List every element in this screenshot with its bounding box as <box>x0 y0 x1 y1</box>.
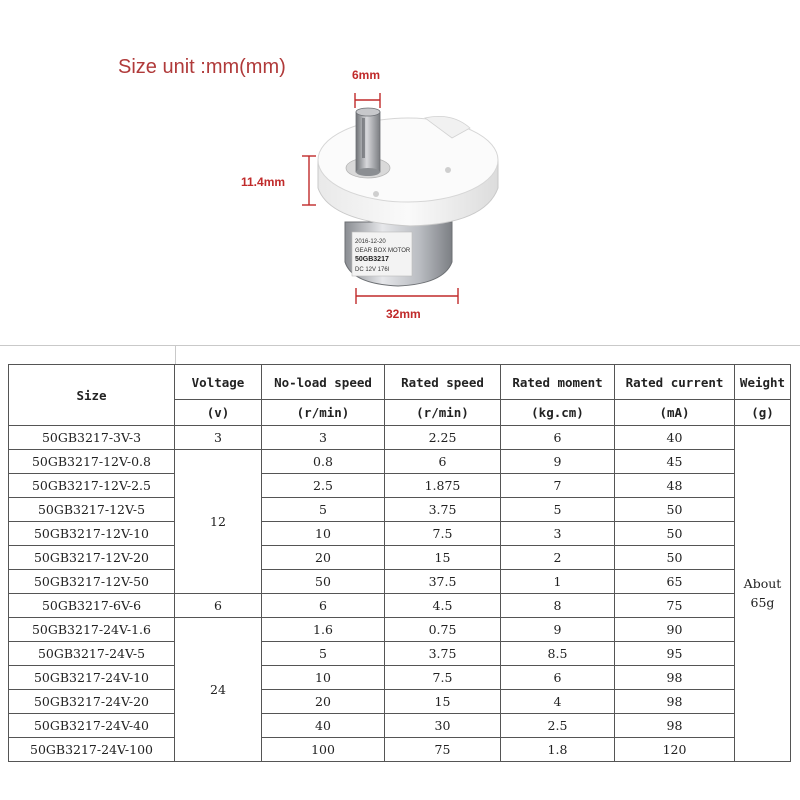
current-cell: 50 <box>615 546 735 570</box>
model-cell: 50GB3217-3V-3 <box>9 426 175 450</box>
motor-label-line3: 50GB3217 <box>355 256 389 263</box>
rated-speed-cell: 7.5 <box>385 522 501 546</box>
moment-cell: 8 <box>501 594 615 618</box>
header-no-load-speed: No-load speed <box>262 365 385 400</box>
rated-speed-cell: 37.5 <box>385 570 501 594</box>
moment-cell: 1.8 <box>501 738 615 762</box>
table-row <box>9 522 791 546</box>
model-cell: 50GB3217-12V-50 <box>9 570 175 594</box>
no-load-cell: 10 <box>262 522 385 546</box>
table-row <box>9 714 791 738</box>
header-rated-speed: Rated speed <box>385 365 501 400</box>
no-load-cell: 3 <box>262 426 385 450</box>
current-cell: 98 <box>615 690 735 714</box>
rated-speed-cell: 15 <box>385 690 501 714</box>
header-size: Size <box>9 365 175 426</box>
table-row <box>9 618 791 642</box>
spec-table <box>8 364 791 762</box>
table-row <box>9 738 791 762</box>
model-cell: 50GB3217-24V-1.6 <box>9 618 175 642</box>
moment-cell: 9 <box>501 618 615 642</box>
model-cell: 50GB3217-24V-10 <box>9 666 175 690</box>
current-cell: 95 <box>615 642 735 666</box>
moment-cell: 3 <box>501 522 615 546</box>
rated-speed-cell: 30 <box>385 714 501 738</box>
unit-weight: (g) <box>735 400 791 426</box>
no-load-cell: 100 <box>262 738 385 762</box>
model-cell: 50GB3217-6V-6 <box>9 594 175 618</box>
shaft-height-label: 11.4mm <box>241 175 286 189</box>
motor-photo <box>230 60 530 330</box>
size-unit-label: Size unit :mm(mm) <box>118 56 286 78</box>
motor-label-line1: 2016-12-20 <box>355 239 386 245</box>
no-load-cell: 10 <box>262 666 385 690</box>
moment-cell: 6 <box>501 666 615 690</box>
moment-cell: 1 <box>501 570 615 594</box>
voltage-cell: 3 <box>175 426 262 450</box>
model-cell: 50GB3217-24V-5 <box>9 642 175 666</box>
unit-rated-moment: (kg.cm) <box>501 400 615 426</box>
table-row <box>9 498 791 522</box>
no-load-cell: 1.6 <box>262 618 385 642</box>
table-row <box>9 642 791 666</box>
rated-speed-cell: 7.5 <box>385 666 501 690</box>
table-row <box>9 690 791 714</box>
header-rated-moment: Rated moment <box>501 365 615 400</box>
model-cell: 50GB3217-12V-2.5 <box>9 474 175 498</box>
moment-cell: 6 <box>501 426 615 450</box>
rated-speed-cell: 6 <box>385 450 501 474</box>
model-cell: 50GB3217-24V-40 <box>9 714 175 738</box>
shaft-diameter-label: 6mm <box>352 68 381 82</box>
motor-label-line2: GEAR BOX MOTOR <box>355 248 411 254</box>
model-cell: 50GB3217-12V-0.8 <box>9 450 175 474</box>
table-row <box>9 666 791 690</box>
current-cell: 75 <box>615 594 735 618</box>
rated-speed-cell: 3.75 <box>385 642 501 666</box>
table-row <box>9 474 791 498</box>
no-load-cell: 2.5 <box>262 474 385 498</box>
moment-cell: 5 <box>501 498 615 522</box>
no-load-cell: 5 <box>262 498 385 522</box>
table-row <box>9 570 791 594</box>
moment-cell: 4 <box>501 690 615 714</box>
rated-speed-cell: 75 <box>385 738 501 762</box>
rated-speed-cell: 2.25 <box>385 426 501 450</box>
rated-speed-cell: 4.5 <box>385 594 501 618</box>
table-row <box>9 594 791 618</box>
unit-rated-current: (mA) <box>615 400 735 426</box>
header-voltage: Voltage <box>175 365 262 400</box>
current-cell: 90 <box>615 618 735 642</box>
table-row <box>9 450 791 474</box>
frame-line-top <box>0 345 800 346</box>
model-cell: 50GB3217-12V-20 <box>9 546 175 570</box>
header-weight: Weight <box>735 365 791 400</box>
voltage-cell: 24 <box>175 618 262 762</box>
frame-line-left <box>175 345 176 365</box>
weight-cell <box>735 426 791 762</box>
current-cell: 65 <box>615 570 735 594</box>
model-cell: 50GB3217-12V-5 <box>9 498 175 522</box>
no-load-cell: 40 <box>262 714 385 738</box>
current-cell: 50 <box>615 522 735 546</box>
moment-cell: 8.5 <box>501 642 615 666</box>
rated-speed-cell: 1.875 <box>385 474 501 498</box>
no-load-cell: 20 <box>262 546 385 570</box>
current-cell: 50 <box>615 498 735 522</box>
moment-cell: 2 <box>501 546 615 570</box>
rated-speed-cell: 0.75 <box>385 618 501 642</box>
moment-cell: 2.5 <box>501 714 615 738</box>
motor-label-line4: DC 12V 176l <box>355 267 390 273</box>
current-cell: 120 <box>615 738 735 762</box>
model-cell: 50GB3217-24V-20 <box>9 690 175 714</box>
table-row <box>9 426 791 450</box>
body-width-label: 32mm <box>386 307 421 321</box>
voltage-cell: 6 <box>175 594 262 618</box>
no-load-cell: 0.8 <box>262 450 385 474</box>
unit-voltage: (v) <box>175 400 262 426</box>
no-load-cell: 20 <box>262 690 385 714</box>
model-cell: 50GB3217-24V-100 <box>9 738 175 762</box>
current-cell: 45 <box>615 450 735 474</box>
current-cell: 48 <box>615 474 735 498</box>
rated-speed-cell: 3.75 <box>385 498 501 522</box>
rated-speed-cell: 15 <box>385 546 501 570</box>
voltage-cell: 12 <box>175 450 262 594</box>
current-cell: 98 <box>615 666 735 690</box>
unit-no-load-speed: (r/min) <box>262 400 385 426</box>
no-load-cell: 5 <box>262 642 385 666</box>
moment-cell: 9 <box>501 450 615 474</box>
current-cell: 40 <box>615 426 735 450</box>
weight-value: About 65g <box>743 575 782 610</box>
no-load-cell: 6 <box>262 594 385 618</box>
model-cell: 50GB3217-12V-10 <box>9 522 175 546</box>
current-cell: 98 <box>615 714 735 738</box>
unit-rated-speed: (r/min) <box>385 400 501 426</box>
no-load-cell: 50 <box>262 570 385 594</box>
table-row <box>9 546 791 570</box>
moment-cell: 7 <box>501 474 615 498</box>
header-rated-current: Rated current <box>615 365 735 400</box>
